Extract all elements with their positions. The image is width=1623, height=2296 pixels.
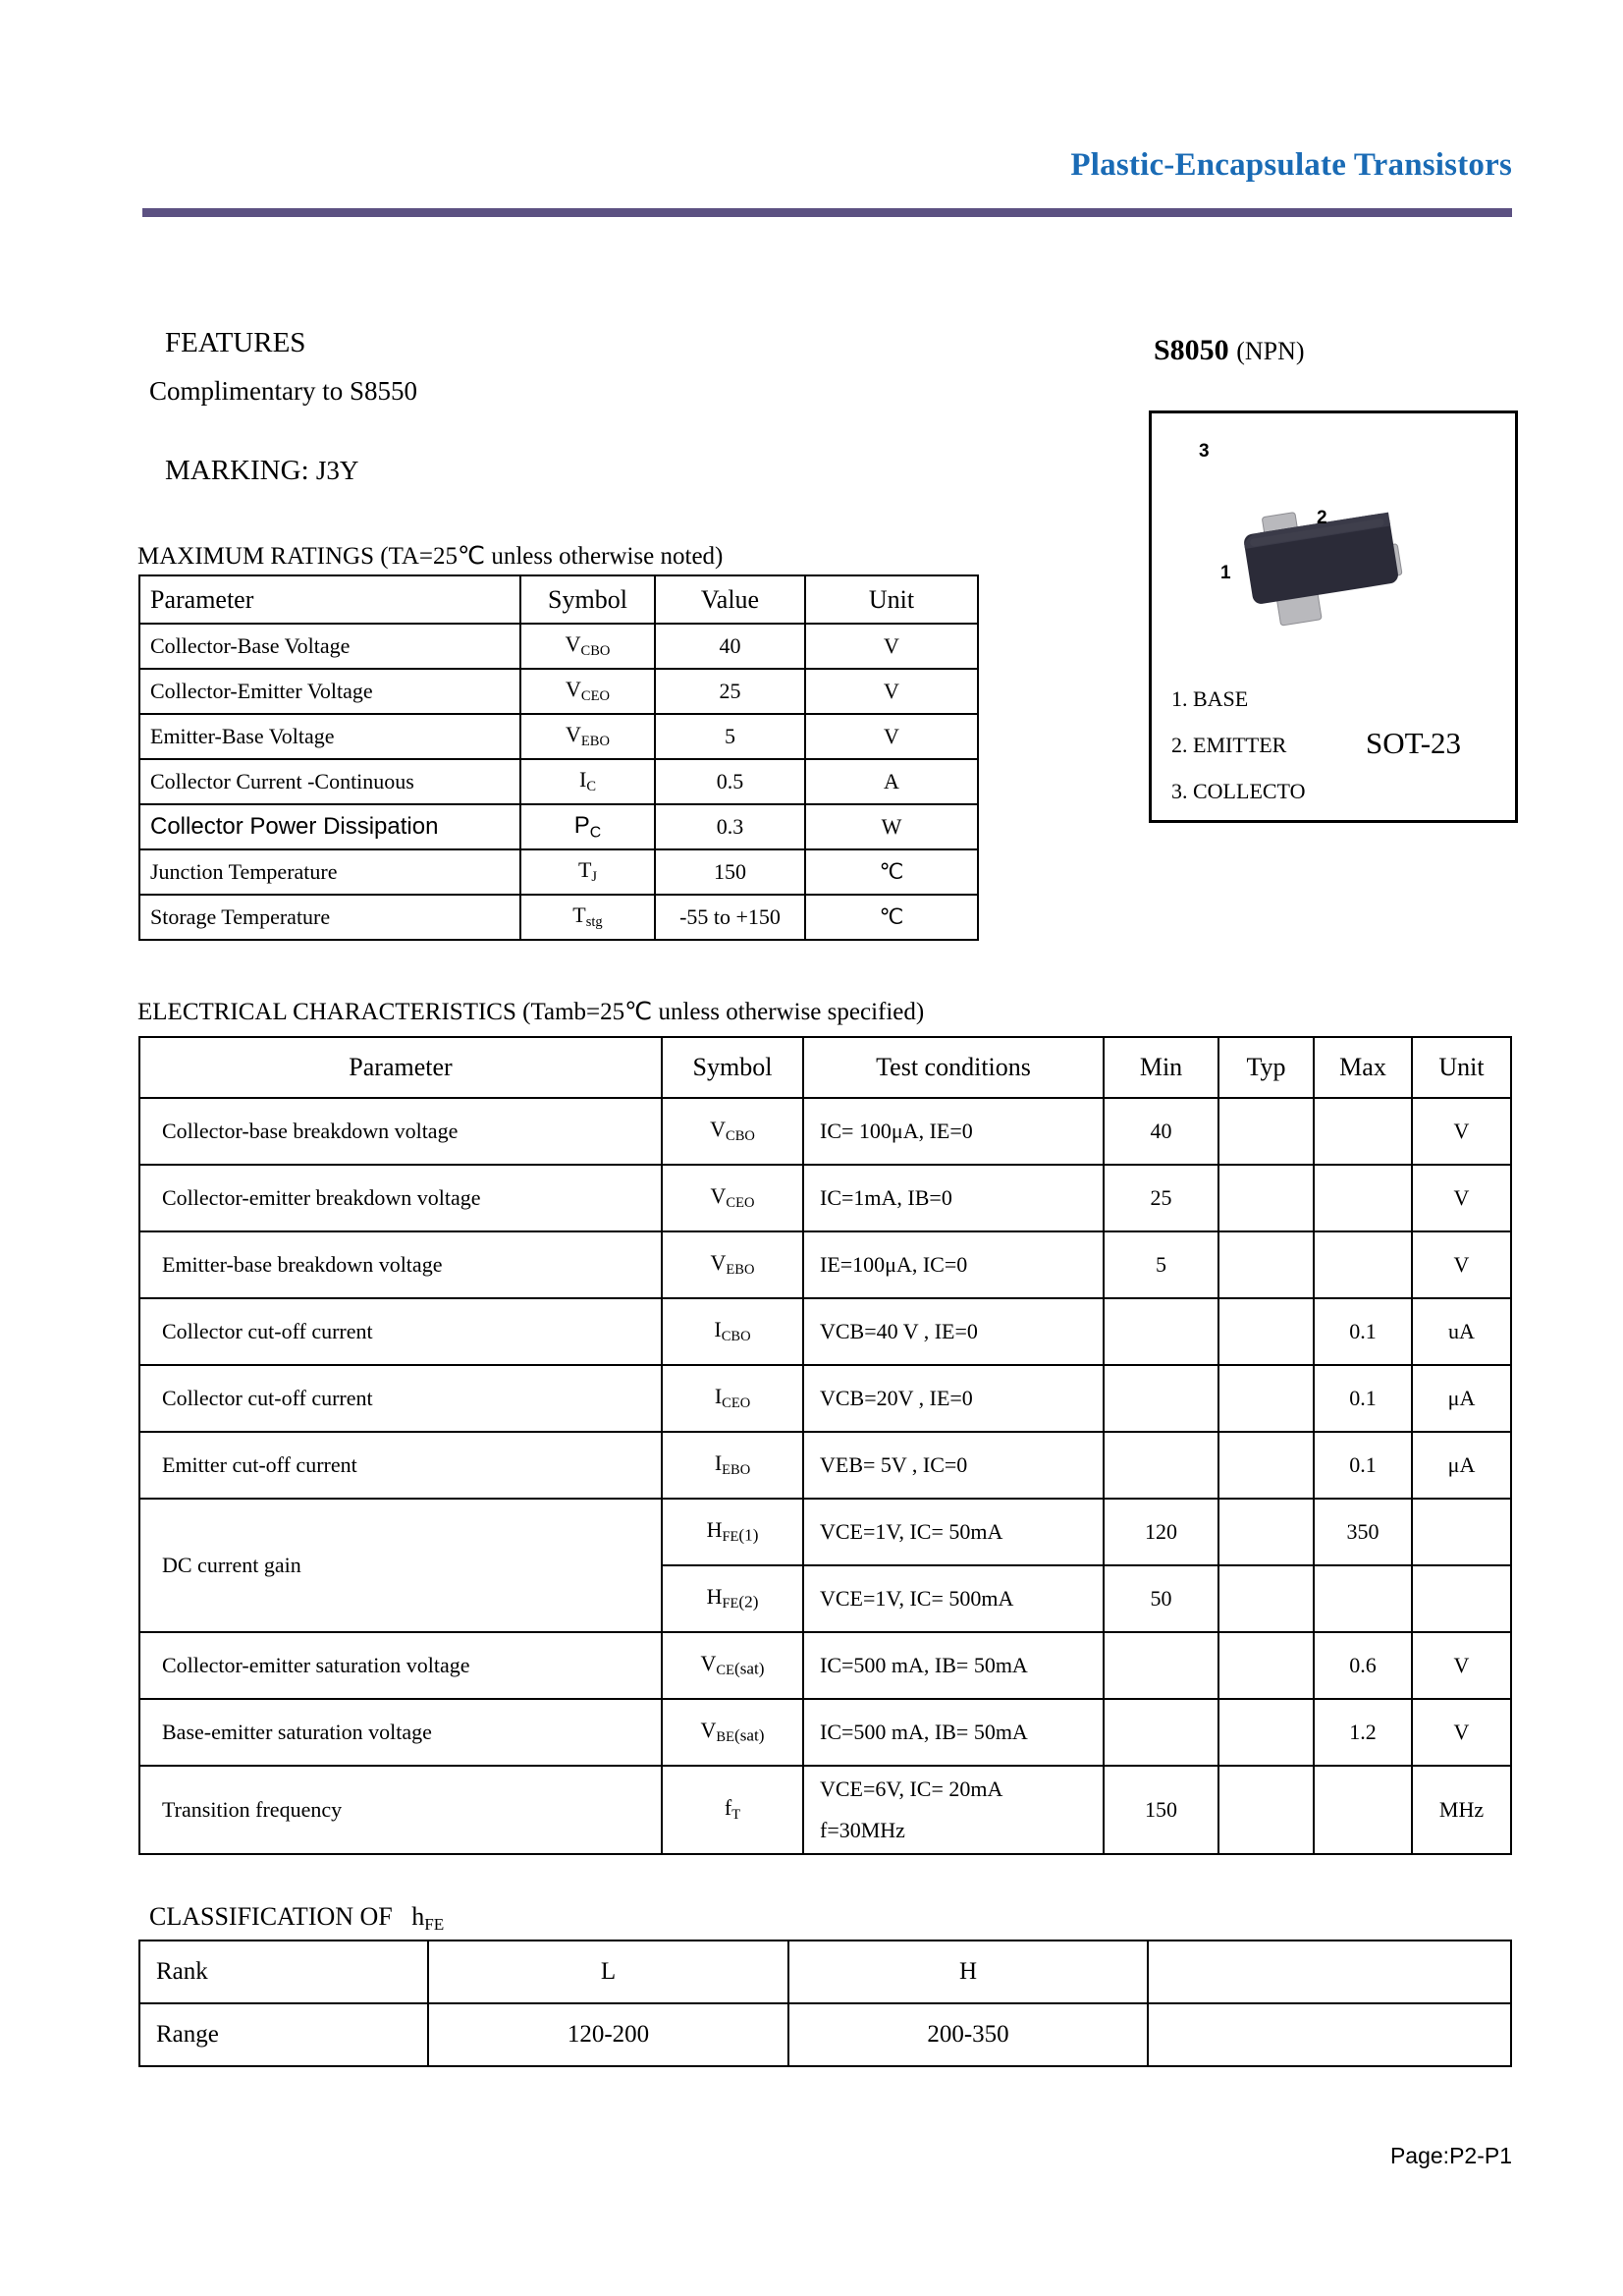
symbol-subscript: FE: [722, 1596, 739, 1613]
parameter-symbol: [520, 714, 655, 759]
value-min: [1104, 1432, 1218, 1499]
parameter-symbol: [662, 1766, 803, 1854]
test-conditions: VCE=1V, IC= 50mA: [803, 1499, 1104, 1565]
symbol-subscript: stg: [585, 914, 603, 931]
parameter-name: Collector Power Dissipation: [139, 804, 520, 849]
table-row: [139, 1165, 1511, 1231]
marking-separator: :: [300, 455, 309, 486]
symbol-base: V: [710, 1250, 727, 1276]
parameter-name: Transition frequency: [139, 1766, 662, 1854]
test-conditions: IC=1mA, IB=0: [803, 1165, 1104, 1231]
parameter-symbol: [662, 1231, 803, 1298]
marking-value: J3Y: [315, 456, 359, 485]
package-name-label: SOT-23: [1366, 726, 1462, 760]
parameter-name: Emitter-Base Voltage: [139, 714, 520, 759]
value-unit: V: [1412, 1098, 1511, 1165]
symbol-subscript: T: [731, 1807, 741, 1824]
parameter-symbol: [662, 1165, 803, 1231]
classification-caption-text: CLASSIFICATION OF: [149, 1902, 393, 1931]
parameter-name: Collector-Base Voltage: [139, 624, 520, 669]
symbol-subscript: CBO: [726, 1128, 755, 1145]
value-min: [1104, 1632, 1218, 1699]
max-ratings-caption: MAXIMUM RATINGS (TA=25℃ unless otherwise noted): [137, 543, 724, 570]
symbol-subscript: CBO: [721, 1329, 751, 1345]
parameter-symbol: [520, 804, 655, 849]
parameter-symbol: [520, 895, 655, 940]
symbol-subscript: C: [589, 824, 602, 842]
classification-table: [138, 1940, 1512, 2067]
table-row: [139, 1499, 1511, 1565]
column-header: Typ: [1218, 1037, 1314, 1098]
column-header: Parameter: [139, 1037, 662, 1098]
symbol-subscript: EBO: [726, 1262, 755, 1279]
value-max: [1314, 1231, 1412, 1298]
pin-legend-base: 1. BASE: [1171, 686, 1249, 711]
parameter-value: 40: [655, 624, 805, 669]
column-header: Test conditions: [803, 1037, 1104, 1098]
symbol-base: V: [710, 1117, 727, 1142]
row-label: Range: [139, 2003, 428, 2066]
value-unit: μA: [1412, 1365, 1511, 1432]
table-row: [139, 1231, 1511, 1298]
parameter-unit: ℃: [805, 895, 978, 940]
parameter-name: Storage Temperature: [139, 895, 520, 940]
column-header: Min: [1104, 1037, 1218, 1098]
marking-line: [165, 455, 358, 487]
value-typ: [1218, 1499, 1314, 1565]
value-max: [1314, 1766, 1412, 1854]
value-unit: MHz: [1412, 1766, 1511, 1854]
parameter-symbol: [520, 624, 655, 669]
value-min: [1104, 1298, 1218, 1365]
value-typ: [1218, 1766, 1314, 1854]
symbol-base: T: [572, 902, 586, 928]
table-row: [139, 895, 978, 940]
value-typ: [1218, 1098, 1314, 1165]
value-min: 120: [1104, 1499, 1218, 1565]
parameter-unit: V: [805, 624, 978, 669]
column-header: Unit: [1412, 1037, 1511, 1098]
range-cell: [1148, 2003, 1511, 2066]
value-unit: V: [1412, 1632, 1511, 1699]
value-min: 5: [1104, 1231, 1218, 1298]
parameter-name: Emitter-base breakdown voltage: [139, 1231, 662, 1298]
value-unit: [1412, 1499, 1511, 1565]
pin-number-1: 1: [1220, 563, 1231, 583]
range-cell: 200-350: [788, 2003, 1148, 2066]
pin-number-3: 3: [1199, 441, 1210, 462]
table-header-row: [139, 575, 978, 624]
symbol-base: H: [706, 1517, 723, 1543]
symbol-base: I: [714, 1317, 722, 1342]
symbol-suffix: (sat): [733, 1659, 765, 1678]
value-max: 0.1: [1314, 1298, 1412, 1365]
value-typ: [1218, 1365, 1314, 1432]
test-conditions: IC=500 mA, IB= 50mA: [803, 1632, 1104, 1699]
symbol-subscript: CBO: [580, 643, 611, 660]
symbol-subscript: CEO: [726, 1195, 755, 1212]
symbol-base: V: [565, 631, 581, 657]
value-typ: [1218, 1565, 1314, 1632]
parameter-unit: A: [805, 759, 978, 804]
symbol-subscript: CEO: [580, 688, 610, 705]
parameter-name: Collector cut-off current: [139, 1365, 662, 1432]
parameter-value: 0.5: [655, 759, 805, 804]
parameter-unit: V: [805, 714, 978, 759]
value-max: 0.1: [1314, 1365, 1412, 1432]
parameter-unit: V: [805, 669, 978, 714]
test-conditions: [803, 1766, 1104, 1854]
pin-number-2: 2: [1317, 508, 1327, 528]
parameter-symbol: [662, 1499, 803, 1565]
electrical-characteristics-caption: ELECTRICAL CHARACTERISTICS (Tamb=25℃ unless otherwise specified): [137, 999, 925, 1025]
table-row: [139, 624, 978, 669]
features-heading: FEATURES: [165, 327, 306, 358]
value-typ: [1218, 1165, 1314, 1231]
parameter-value: 25: [655, 669, 805, 714]
value-max: 0.1: [1314, 1432, 1412, 1499]
table-row: [139, 759, 978, 804]
parameter-value: 0.3: [655, 804, 805, 849]
value-min: 150: [1104, 1766, 1218, 1854]
rank-cell: [1148, 1941, 1511, 2003]
features-complementary-text: Complimentary to S8550: [149, 376, 417, 406]
table-row: [139, 1098, 1511, 1165]
parameter-symbol: [662, 1432, 803, 1499]
part-number: S8050: [1154, 334, 1229, 366]
column-header: Value: [655, 575, 805, 624]
parameter-name: DC current gain: [139, 1499, 662, 1632]
pin-legend-emitter: 2. EMITTER: [1171, 733, 1287, 757]
value-unit: V: [1412, 1231, 1511, 1298]
parameter-symbol: [662, 1298, 803, 1365]
parameter-name: Base-emitter saturation voltage: [139, 1699, 662, 1766]
test-conditions: VCB=20V , IE=0: [803, 1365, 1104, 1432]
parameter-symbol: [662, 1632, 803, 1699]
parameter-name: Collector-emitter saturation voltage: [139, 1632, 662, 1699]
parameter-value: 5: [655, 714, 805, 759]
symbol-base: I: [714, 1384, 723, 1409]
hfe-symbol: $h_{FE}$: [411, 1902, 445, 1934]
test-conditions-line2: f=30MHz: [820, 1818, 905, 1842]
table-row: [139, 1699, 1511, 1766]
symbol-subscript: CE: [716, 1663, 734, 1679]
parameter-name: Collector-emitter breakdown voltage: [139, 1165, 662, 1231]
test-conditions: VCE=1V, IC= 500mA: [803, 1565, 1104, 1632]
classification-caption: [149, 1902, 444, 1935]
value-min: [1104, 1365, 1218, 1432]
electrical-characteristics-table: [138, 1036, 1512, 1855]
symbol-subscript: FE: [722, 1529, 739, 1546]
table-row: [139, 1941, 1511, 2003]
symbol-base: V: [700, 1718, 717, 1743]
value-min: 40: [1104, 1098, 1218, 1165]
footer-page-number: Page:P2-P1: [1389, 2143, 1512, 2168]
parameter-symbol: [662, 1565, 803, 1632]
parameter-symbol: [662, 1098, 803, 1165]
symbol-subscript: C: [586, 779, 596, 795]
symbol-base: V: [700, 1651, 717, 1676]
row-label: Rank: [139, 1941, 428, 2003]
table-row: [139, 2003, 1511, 2066]
symbol-suffix: (1): [738, 1525, 759, 1545]
parameter-value: 150: [655, 849, 805, 895]
parameter-name: Junction Temperature: [139, 849, 520, 895]
parameter-name: Emitter cut-off current: [139, 1432, 662, 1499]
symbol-subscript: EBO: [722, 1462, 751, 1479]
symbol-base: V: [710, 1183, 727, 1209]
test-conditions: VCB=40 V , IE=0: [803, 1298, 1104, 1365]
sot23-package-art: [1211, 467, 1456, 654]
value-max: [1314, 1565, 1412, 1632]
symbol-base: I: [714, 1450, 723, 1476]
test-conditions: IC=500 mA, IB= 50mA: [803, 1699, 1104, 1766]
value-min: [1104, 1699, 1218, 1766]
parameter-symbol: [662, 1365, 803, 1432]
parameter-name: Collector-Emitter Voltage: [139, 669, 520, 714]
part-polarity: (NPN): [1236, 337, 1305, 365]
parameter-symbol: [662, 1699, 803, 1766]
value-unit: uA: [1412, 1298, 1511, 1365]
table-row: [139, 1766, 1511, 1854]
parameter-name: Collector cut-off current: [139, 1298, 662, 1365]
value-unit: V: [1412, 1699, 1511, 1766]
transistor-package-icon: [1211, 467, 1456, 654]
value-max: [1314, 1165, 1412, 1231]
value-unit: [1412, 1565, 1511, 1632]
parameter-symbol: [520, 669, 655, 714]
value-max: 0.6: [1314, 1632, 1412, 1699]
symbol-subscript: J: [591, 869, 598, 886]
symbol-base: P: [573, 811, 590, 839]
test-conditions: IC= 100μA, IE=0: [803, 1098, 1104, 1165]
table-row: [139, 1432, 1511, 1499]
marking-label: MARKING: [165, 455, 301, 486]
rank-cell: H: [788, 1941, 1148, 2003]
symbol-base: I: [578, 767, 587, 793]
value-max: [1314, 1098, 1412, 1165]
table-row: [139, 1298, 1511, 1365]
column-header: Unit: [805, 575, 978, 624]
max-ratings-table: [138, 574, 979, 941]
parameter-name: Collector-base breakdown voltage: [139, 1098, 662, 1165]
value-min: 50: [1104, 1565, 1218, 1632]
table-row: [139, 714, 978, 759]
parameter-value: -55 to +150: [655, 895, 805, 940]
test-conditions: VEB= 5V , IC=0: [803, 1432, 1104, 1499]
symbol-subscript: EBO: [580, 734, 610, 750]
parameter-unit: ℃: [805, 849, 978, 895]
value-typ: [1218, 1298, 1314, 1365]
table-row: [139, 804, 978, 849]
column-header: Symbol: [520, 575, 655, 624]
test-conditions-line1: VCE=6V, IC= 20mA: [820, 1777, 1003, 1802]
parameter-symbol: [520, 849, 655, 895]
symbol-base: T: [577, 857, 592, 883]
symbol-base: V: [566, 722, 581, 747]
symbol-base: V: [566, 677, 581, 702]
pin-legend-collector: 3. COLLECTO: [1171, 779, 1306, 803]
value-typ: [1218, 1231, 1314, 1298]
table-header-row: [139, 1037, 1511, 1098]
symbol-base: H: [706, 1584, 723, 1610]
parameter-unit: W: [805, 804, 978, 849]
parameter-name: Collector Current -Continuous: [139, 759, 520, 804]
value-unit: μA: [1412, 1432, 1511, 1499]
value-min: 25: [1104, 1165, 1218, 1231]
value-typ: [1218, 1432, 1314, 1499]
symbol-base: f: [724, 1795, 732, 1821]
symbol-suffix: (sat): [733, 1725, 765, 1745]
value-max: 1.2: [1314, 1699, 1412, 1766]
table-row: [139, 1365, 1511, 1432]
value-max: 350: [1314, 1499, 1412, 1565]
column-header: Max: [1314, 1037, 1412, 1098]
value-unit: V: [1412, 1165, 1511, 1231]
table-row: [139, 849, 978, 895]
symbol-suffix: (2): [738, 1592, 759, 1612]
package-diagram-box: [1149, 410, 1518, 823]
package-part-title: [1154, 334, 1305, 367]
value-typ: [1218, 1699, 1314, 1766]
table-row: [139, 1632, 1511, 1699]
table-row: [139, 669, 978, 714]
test-conditions: IE=100μA, IC=0: [803, 1231, 1104, 1298]
value-typ: [1218, 1632, 1314, 1699]
symbol-subscript: BE: [716, 1729, 734, 1746]
rank-cell: L: [428, 1941, 788, 2003]
header-divider-rule: [142, 208, 1512, 217]
column-header: Parameter: [139, 575, 520, 624]
column-header: Symbol: [662, 1037, 803, 1098]
page-header-title: Plastic-Encapsulate Transistors: [1070, 147, 1512, 183]
symbol-subscript: CEO: [722, 1395, 751, 1412]
range-cell: 120-200: [428, 2003, 788, 2066]
parameter-symbol: [520, 759, 655, 804]
